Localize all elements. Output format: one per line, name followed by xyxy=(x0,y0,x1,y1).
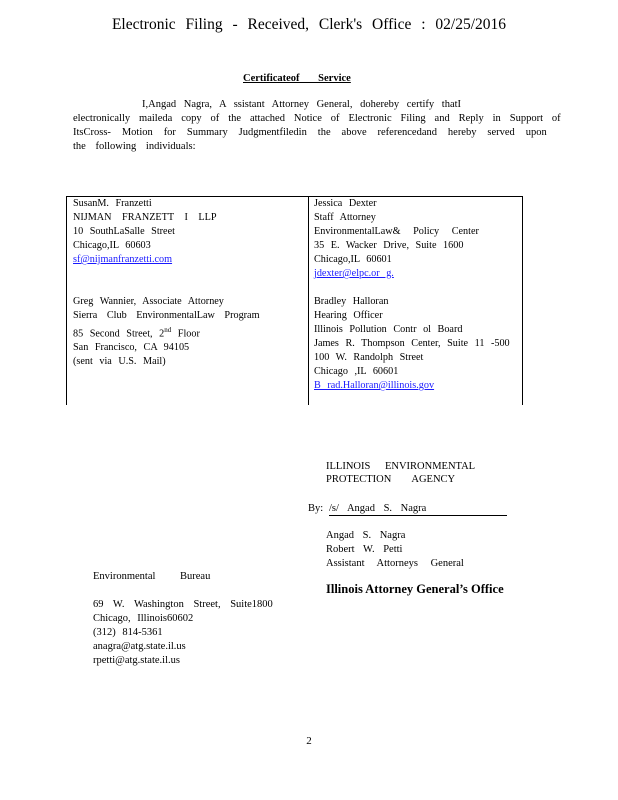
attorney-name-1: Angad S. Nagra xyxy=(326,530,406,541)
recipient-org: Illinois Pollution Contr ol Board xyxy=(314,324,463,335)
attorney-title: Assistant Attorneys General xyxy=(326,558,464,569)
service-list-table xyxy=(66,196,523,405)
footer-email-1: anagra@atg.state.il.us xyxy=(93,641,186,652)
recipient-note: (sent via U.S. Mail) xyxy=(73,356,166,368)
signature-line: /s/ Angad S. Nagra xyxy=(329,502,507,516)
footer-street: 69 W. Washington Street, Suite1800 xyxy=(93,599,273,610)
recipient-street xyxy=(73,323,260,341)
recipient-franzetti xyxy=(73,197,217,267)
recipient-city: Chicago,IL 60601 xyxy=(314,254,392,265)
street-ordinal: nd xyxy=(164,326,172,334)
footer-bureau: Environmental Bureau xyxy=(93,571,211,582)
signature-by-label: By: xyxy=(308,503,324,514)
recipient-street: 10 SouthLaSalle Street xyxy=(73,226,175,237)
recipient-email-link[interactable]: sf@nijmanfranzetti.com xyxy=(73,254,173,265)
street-prefix: 85 Second Street, 2 xyxy=(73,328,165,340)
intro-line-1: I,Angad Nagra, A ssistant Attorney General, dohereby certify thatI xyxy=(142,99,462,110)
footer-city: Chicago, Illinois60602 xyxy=(93,613,194,624)
recipient-halloran xyxy=(314,295,510,393)
recipient-org: EnvironmentalLaw& Policy Center xyxy=(314,226,479,237)
recipient-email-link[interactable]: B rad.Halloran@illinois.gov xyxy=(314,380,435,391)
recipient-email-link[interactable]: jdexter@elpc.or g. xyxy=(314,268,394,279)
recipient-dexter xyxy=(314,197,479,281)
recipient-city: San Francisco, CA 94105 xyxy=(73,342,190,354)
footer-email-2: rpetti@atg.state.il.us xyxy=(93,655,180,666)
filing-stamp-header: Electronic Filing - Received, Clerk's Office : 02/25/2016 xyxy=(111,16,507,33)
recipient-org: Sierra Club EnvironmentalLaw Program xyxy=(73,310,260,321)
recipient-wannier xyxy=(73,295,260,369)
intro-line-4: the following individuals: xyxy=(73,141,196,152)
recipient-street: 100 W. Randolph Street xyxy=(314,352,424,363)
recipient-street: 35 E. Wacker Drive, Suite 1600 xyxy=(314,240,464,251)
recipient-title: Staff Attorney xyxy=(314,212,376,223)
office-name: Illinois Attorney General’s Office xyxy=(326,582,504,596)
recipient-firm: NIJMAN FRANZETT I LLP xyxy=(73,212,217,223)
agency-line-2: PROTECTION AGENCY xyxy=(326,474,456,485)
recipient-name: SusanM. Franzetti xyxy=(73,198,152,209)
recipient-city: Chicago,IL 60603 xyxy=(73,240,151,251)
recipient-title: Hearing Officer xyxy=(314,310,383,321)
street-suffix: Floor xyxy=(171,328,200,340)
recipient-name: Greg Wannier, Associate Attorney xyxy=(73,296,224,307)
attorney-name-2: Robert W. Petti xyxy=(326,544,403,555)
recipient-city: Chicago ,IL 60601 xyxy=(314,366,399,377)
agency-line-1: ILLINOIS ENVIRONMENTAL xyxy=(326,461,476,472)
recipient-name: Jessica Dexter xyxy=(314,198,377,209)
recipient-name: Bradley Halloran xyxy=(314,296,389,307)
footer-phone: (312) 814-5361 xyxy=(93,627,163,638)
page-number: 2 xyxy=(306,735,312,747)
intro-line-3: ItsCross- Motion for Summary Judgmentfiledin the above referencedand hereby served upon xyxy=(73,127,547,138)
table-divider xyxy=(308,197,309,405)
intro-line-2: electronically maileda copy of the attached Notice of Electronic Filing and Reply in Support of xyxy=(73,113,561,124)
recipient-building: James R. Thompson Center, Suite 11 -500 xyxy=(314,338,510,349)
certificate-title: Certificateof Service xyxy=(243,73,351,84)
